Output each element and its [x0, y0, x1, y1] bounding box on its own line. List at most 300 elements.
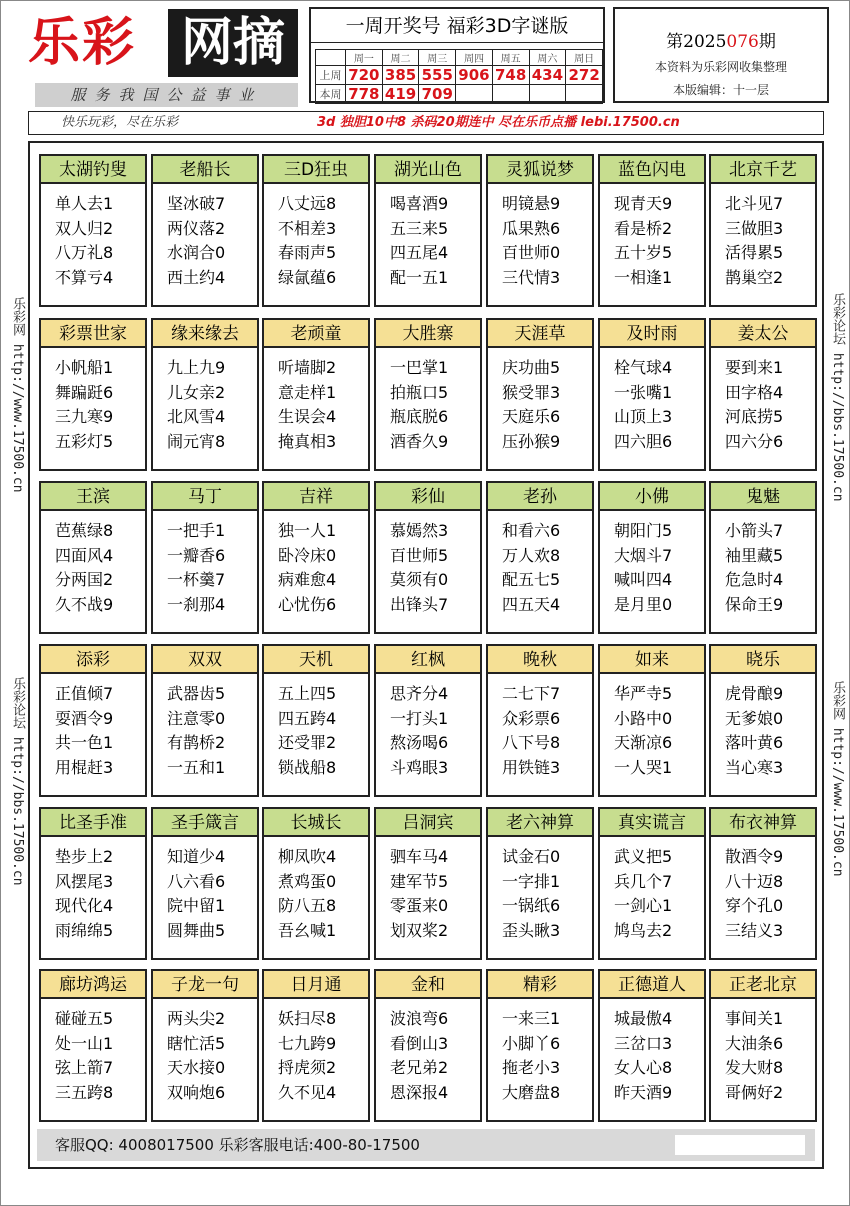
card-title: 如来 — [600, 646, 704, 674]
riddle-card — [598, 969, 706, 1122]
riddle-card — [709, 807, 817, 960]
card-title: 真实谎言 — [600, 809, 704, 837]
draw-number: 419 — [382, 85, 419, 104]
riddle-line: 老兄弟2 — [390, 1058, 449, 1077]
card-title: 日月通 — [264, 971, 368, 999]
riddle-line: 一张嘴1 — [614, 382, 673, 402]
riddle-line: 一打头1 — [390, 708, 449, 728]
card-title: 鬼魅 — [711, 483, 815, 511]
card-title: 湖光山色 — [376, 156, 480, 184]
riddle-line: 恩深报4 — [390, 1082, 449, 1102]
riddle-line: 大油条6 — [725, 1033, 784, 1053]
riddle-line: 瞎忙活5 — [167, 1033, 226, 1053]
riddle-line: 共一色1 — [55, 733, 114, 752]
card-title: 彩仙 — [376, 483, 480, 511]
riddle-line: 四五跨4 — [278, 708, 337, 728]
riddle-line: 斗鸡眼3 — [390, 757, 449, 777]
riddle-line: 煮鸡蛋0 — [278, 871, 337, 891]
riddle-line: 三代情3 — [502, 267, 561, 287]
tagline-promo-link[interactable]: 3d 独胆10中8 杀码20期连中 尽在乐币点播 lebi.17500.cn — [317, 115, 680, 130]
riddle-line: 栓气球4 — [614, 358, 673, 377]
riddle-line: 坚冰破7 — [167, 194, 226, 213]
riddle-line: 四面风4 — [55, 545, 114, 565]
riddle-line: 虎骨酿9 — [725, 684, 784, 703]
card-title: 三D狂虫 — [264, 156, 368, 184]
logo-net: 网摘 — [168, 9, 298, 77]
riddle-card — [39, 154, 147, 307]
riddle-line: 大烟斗7 — [614, 545, 673, 565]
riddle-line: 妖扫尽8 — [278, 1009, 337, 1028]
riddle-line: 兵几个7 — [614, 871, 673, 891]
card-title: 精彩 — [488, 971, 592, 999]
riddle-line: 用棍赶3 — [55, 757, 114, 777]
riddle-line: 万人欢8 — [502, 545, 561, 565]
info-editor: 本版编辑：十一层 — [672, 83, 769, 97]
day-header: 周三 — [419, 50, 456, 66]
card-lines — [488, 184, 592, 290]
riddle-line: 三做胆3 — [725, 218, 784, 238]
card-title: 王滨 — [41, 483, 145, 511]
riddle-line: 女人心8 — [614, 1058, 673, 1077]
card-title: 比圣手准 — [41, 809, 145, 837]
riddle-card — [151, 154, 259, 307]
riddle-line: 不相差3 — [278, 218, 337, 238]
riddle-card — [151, 807, 259, 960]
riddle-line: 鹊巢空2 — [725, 267, 784, 287]
riddle-line: 小帆船1 — [55, 358, 114, 377]
card-lines — [600, 184, 704, 290]
riddle-card — [374, 154, 482, 307]
riddle-line: 芭蕉绿8 — [55, 521, 114, 540]
card-title: 吕洞宾 — [376, 809, 480, 837]
riddle-line: 两头尖2 — [167, 1009, 226, 1028]
riddle-card — [39, 807, 147, 960]
riddle-line: 喝喜酒9 — [390, 194, 449, 213]
side-text-right-top: 乐彩论坛 http://bbs.17500.cn — [830, 293, 845, 502]
card-lines — [488, 999, 592, 1105]
weekly-draw-box — [309, 7, 605, 103]
riddle-line: 出锋头7 — [390, 594, 449, 614]
riddle-line: 雨绵绵5 — [55, 920, 114, 940]
card-title: 长城长 — [264, 809, 368, 837]
riddle-line: 三九寒9 — [55, 407, 114, 426]
card-title: 晓乐 — [711, 646, 815, 674]
footer-bar — [37, 1129, 815, 1161]
riddle-line: 北斗见7 — [725, 194, 784, 213]
card-lines — [264, 674, 368, 780]
card-title: 双双 — [153, 646, 257, 674]
riddle-line: 四六分6 — [725, 431, 784, 451]
riddle-card — [39, 318, 147, 471]
riddle-line: 一剑心1 — [614, 896, 673, 915]
card-lines — [153, 999, 257, 1105]
draw-number — [456, 85, 493, 104]
riddle-line: 城最傲4 — [614, 1009, 673, 1028]
riddle-line: 穿个孔0 — [725, 896, 784, 915]
riddle-line: 一五和1 — [167, 757, 226, 777]
card-lines — [41, 511, 145, 617]
riddle-line: 五十岁5 — [614, 243, 673, 262]
card-lines — [41, 674, 145, 780]
riddle-line: 有鹊桥2 — [167, 733, 226, 752]
draw-number: 778 — [346, 85, 383, 104]
card-title: 布衣神算 — [711, 809, 815, 837]
riddle-line: 五三来5 — [390, 218, 449, 238]
riddle-card — [262, 807, 370, 960]
card-lines — [711, 511, 815, 617]
card-lines — [153, 511, 257, 617]
side-text-right-bottom: 乐彩网 http://www.17500.cn — [830, 681, 845, 877]
riddle-line: 一杯羹7 — [167, 570, 226, 589]
riddle-line: 四六胆6 — [614, 431, 673, 451]
riddle-line: 碰碰五5 — [55, 1009, 114, 1028]
riddle-line: 意走样1 — [278, 382, 337, 402]
card-title: 灵狐说梦 — [488, 156, 592, 184]
footer-blank-box — [675, 1135, 805, 1155]
card-title: 太湖钓叟 — [41, 156, 145, 184]
side-text-left-top: 乐彩网 http://www.17500.cn — [10, 297, 25, 493]
riddle-line: 还受罪2 — [278, 733, 337, 752]
riddle-line: 一刹那4 — [167, 594, 226, 614]
riddle-line: 酒香久9 — [390, 431, 449, 451]
riddle-line: 一来三1 — [502, 1009, 561, 1028]
riddle-card — [598, 481, 706, 634]
card-lines — [376, 999, 480, 1105]
riddle-line: 柳凤吹4 — [278, 847, 337, 866]
riddle-line: 两仪落2 — [167, 218, 226, 238]
riddle-line: 朝阳门5 — [614, 521, 673, 540]
card-lines — [41, 837, 145, 943]
card-lines — [376, 348, 480, 454]
riddle-card — [486, 969, 594, 1122]
card-title: 正德道人 — [600, 971, 704, 999]
card-title: 晚秋 — [488, 646, 592, 674]
riddle-line: 划双桨2 — [390, 920, 449, 940]
riddle-line: 八丈远8 — [278, 194, 337, 213]
riddle-card — [598, 318, 706, 471]
riddle-card — [374, 644, 482, 797]
card-lines — [264, 348, 368, 454]
riddle-line: 一相逢1 — [614, 267, 673, 287]
riddle-line: 波浪弯6 — [390, 1009, 449, 1028]
card-title: 吉祥 — [264, 483, 368, 511]
riddle-card — [262, 969, 370, 1122]
card-title: 彩票世家 — [41, 320, 145, 348]
riddle-card — [374, 807, 482, 960]
riddle-line: 落叶黄6 — [725, 733, 784, 752]
riddle-line: 天水接0 — [167, 1058, 226, 1077]
card-lines — [153, 674, 257, 780]
riddle-line: 拖老小3 — [502, 1058, 561, 1077]
card-lines — [376, 837, 480, 943]
tagline-left: 快乐玩彩，尽在乐彩 — [61, 115, 179, 130]
riddle-line: 小箭头7 — [725, 521, 784, 540]
riddle-line: 听墙脚2 — [278, 358, 337, 377]
card-title: 金和 — [376, 971, 480, 999]
draw-number: 555 — [419, 66, 456, 85]
riddle-line: 当心寒3 — [725, 757, 784, 777]
riddle-line: 危急时4 — [725, 570, 784, 589]
riddle-line: 百世师5 — [390, 545, 449, 565]
card-lines — [41, 999, 145, 1105]
riddle-card — [709, 969, 817, 1122]
riddle-grid — [28, 141, 824, 1169]
card-title: 廊坊鸿运 — [41, 971, 145, 999]
card-lines — [488, 348, 592, 454]
draw-number: 906 — [456, 66, 493, 85]
draw-number: 434 — [529, 66, 566, 85]
riddle-line: 要到来1 — [725, 358, 784, 377]
riddle-card — [598, 154, 706, 307]
draw-title: 一周开奖号 福彩3D字谜版 — [311, 9, 603, 43]
card-title: 子龙一句 — [153, 971, 257, 999]
last-week-label: 上周 — [316, 66, 346, 85]
riddle-line: 四五天4 — [502, 594, 561, 614]
card-title: 老六神算 — [488, 809, 592, 837]
riddle-line: 慕嫣然3 — [390, 521, 449, 540]
riddle-card — [39, 481, 147, 634]
riddle-line: 八万礼8 — [55, 243, 114, 262]
riddle-line: 九上九9 — [167, 358, 226, 377]
riddle-line: 病难愈4 — [278, 570, 337, 589]
card-title: 老孙 — [488, 483, 592, 511]
riddle-line: 圆舞曲5 — [167, 920, 226, 940]
riddle-card — [262, 154, 370, 307]
logo-brand: 乐彩 — [28, 13, 137, 73]
riddle-card — [486, 644, 594, 797]
riddle-line: 现青天9 — [614, 194, 673, 213]
riddle-line: 看倒山3 — [390, 1033, 449, 1053]
riddle-card — [262, 644, 370, 797]
draw-number — [566, 85, 603, 104]
riddle-line: 压孙猴9 — [502, 431, 561, 451]
riddle-line: 庆功曲5 — [502, 358, 561, 377]
card-lines — [264, 999, 368, 1105]
riddle-line: 鸠鸟去2 — [614, 920, 673, 940]
info-source: 本资料为乐彩网收集整理 — [654, 60, 787, 74]
draw-number: 748 — [492, 66, 529, 85]
card-lines — [488, 511, 592, 617]
riddle-line: 众彩票6 — [502, 708, 561, 728]
riddle-line: 捋虎须2 — [278, 1058, 337, 1077]
card-lines — [41, 184, 145, 290]
card-lines — [264, 511, 368, 617]
riddle-line: 五彩灯5 — [55, 431, 114, 451]
riddle-line: 弦上箭7 — [55, 1058, 114, 1077]
card-title: 正老北京 — [711, 971, 815, 999]
draw-number: 709 — [419, 85, 456, 104]
riddle-line: 看是桥2 — [614, 218, 673, 238]
riddle-line: 大磨盘8 — [502, 1082, 561, 1102]
card-lines — [153, 837, 257, 943]
day-header: 周六 — [529, 50, 566, 66]
riddle-card — [598, 807, 706, 960]
riddle-line: 配一五1 — [390, 267, 449, 287]
riddle-line: 试金石0 — [502, 847, 561, 866]
riddle-line: 昨天酒9 — [614, 1082, 673, 1102]
riddle-line: 建军节5 — [390, 871, 449, 891]
riddle-card — [709, 644, 817, 797]
riddle-line: 八下号8 — [502, 733, 561, 752]
riddle-card — [374, 318, 482, 471]
riddle-line: 二七下7 — [502, 684, 561, 703]
riddle-line: 拍瓶口5 — [390, 382, 449, 402]
riddle-line: 垫步上2 — [55, 847, 114, 866]
logo — [28, 7, 298, 105]
riddle-card — [486, 154, 594, 307]
riddle-line: 独一人1 — [278, 521, 337, 540]
riddle-line: 双响炮6 — [167, 1082, 226, 1102]
riddle-line: 卧冷床0 — [278, 545, 337, 565]
riddle-line: 武义把5 — [614, 847, 673, 866]
riddle-card — [262, 318, 370, 471]
riddle-line: 明镜悬9 — [502, 194, 561, 213]
riddle-line: 是月里0 — [614, 594, 673, 614]
riddle-line: 儿女亲2 — [167, 382, 226, 402]
side-text-left-bottom: 乐彩论坛 http://bbs.17500.cn — [10, 677, 25, 886]
draw-number — [492, 85, 529, 104]
card-title: 红枫 — [376, 646, 480, 674]
riddle-line: 零蛋来0 — [390, 896, 449, 915]
riddle-line: 无爹娘0 — [725, 708, 784, 728]
riddle-line: 活得累5 — [725, 243, 784, 262]
card-title: 大胜寨 — [376, 320, 480, 348]
draw-number: 272 — [566, 66, 603, 85]
card-title: 天涯草 — [488, 320, 592, 348]
draw-number: 720 — [346, 66, 383, 85]
riddle-line: 用铁链3 — [502, 757, 561, 777]
riddle-line: 保命王9 — [725, 594, 784, 614]
card-lines — [600, 999, 704, 1105]
riddle-card — [374, 969, 482, 1122]
riddle-card — [709, 318, 817, 471]
riddle-line: 思齐分4 — [390, 684, 449, 703]
riddle-line: 三五跨8 — [55, 1082, 114, 1102]
card-lines — [600, 511, 704, 617]
draw-number — [529, 85, 566, 104]
riddle-line: 知道少4 — [167, 847, 226, 866]
draw-table — [315, 49, 603, 104]
riddle-line: 猴受罪3 — [502, 382, 561, 402]
card-title: 蓝色闪电 — [600, 156, 704, 184]
riddle-line: 一锅纸6 — [502, 896, 561, 915]
riddle-line: 田字格4 — [725, 382, 784, 402]
riddle-line: 锁战船8 — [278, 757, 337, 777]
card-lines — [711, 348, 815, 454]
riddle-line: 发大财8 — [725, 1058, 784, 1077]
customer-service-text: 客服QQ: 4008017500 乐彩客服电话:400-80-17500 — [55, 1136, 420, 1154]
riddle-line: 注意零0 — [167, 708, 226, 728]
riddle-line: 散酒令9 — [725, 847, 784, 866]
riddle-line: 吾幺喊1 — [278, 920, 337, 940]
riddle-line: 山顶上3 — [614, 407, 673, 426]
riddle-card — [39, 644, 147, 797]
riddle-line: 七九跨9 — [278, 1033, 337, 1053]
card-lines — [488, 674, 592, 780]
riddle-card — [39, 969, 147, 1122]
riddle-line: 四五尾4 — [390, 243, 449, 262]
riddle-line: 驷车马4 — [390, 847, 449, 866]
card-lines — [711, 184, 815, 290]
day-header: 周一 — [346, 50, 383, 66]
riddle-card — [709, 154, 817, 307]
riddle-card — [598, 644, 706, 797]
riddle-line: 久不见4 — [278, 1082, 337, 1102]
card-lines — [711, 837, 815, 943]
riddle-card — [486, 807, 594, 960]
tagline-bar — [28, 111, 824, 135]
riddle-card — [151, 481, 259, 634]
card-lines — [711, 999, 815, 1105]
riddle-line: 掩真相3 — [278, 431, 337, 451]
riddle-card — [151, 644, 259, 797]
card-title: 马丁 — [153, 483, 257, 511]
riddle-line: 水润合0 — [167, 243, 226, 262]
riddle-line: 武器齿5 — [167, 684, 226, 703]
card-lines — [264, 184, 368, 290]
card-title: 小佛 — [600, 483, 704, 511]
card-lines — [41, 348, 145, 454]
riddle-line: 华严寺5 — [614, 684, 673, 703]
riddle-card — [709, 481, 817, 634]
riddle-line: 熬汤喝6 — [390, 733, 449, 752]
card-lines — [153, 348, 257, 454]
card-lines — [600, 837, 704, 943]
riddle-line: 配五七5 — [502, 570, 561, 589]
riddle-line: 八十迈8 — [725, 871, 784, 891]
riddle-line: 五上四5 — [278, 684, 337, 703]
card-lines — [711, 674, 815, 780]
day-header: 周四 — [456, 50, 493, 66]
riddle-line: 分两国2 — [55, 570, 114, 589]
card-title: 老船长 — [153, 156, 257, 184]
card-lines — [376, 184, 480, 290]
riddle-line: 正值倾7 — [55, 684, 114, 703]
riddle-card — [151, 969, 259, 1122]
riddle-card — [486, 318, 594, 471]
card-title: 缘来缘去 — [153, 320, 257, 348]
riddle-line: 哥俩好2 — [725, 1082, 784, 1102]
card-title: 北京千艺 — [711, 156, 815, 184]
riddle-line: 西土约4 — [167, 267, 226, 287]
card-lines — [600, 674, 704, 780]
riddle-line: 一把手1 — [167, 521, 226, 540]
card-title: 及时雨 — [600, 320, 704, 348]
riddle-line: 河底捞5 — [725, 407, 784, 426]
card-title: 老顽童 — [264, 320, 368, 348]
riddle-line: 百世师0 — [502, 243, 561, 262]
day-header: 周五 — [492, 50, 529, 66]
card-lines — [376, 511, 480, 617]
riddle-line: 八六看6 — [167, 871, 226, 891]
riddle-line: 双人归2 — [55, 218, 114, 238]
riddle-line: 小脚丫6 — [502, 1033, 561, 1053]
card-title: 圣手箴言 — [153, 809, 257, 837]
card-lines — [376, 674, 480, 780]
riddle-card — [262, 481, 370, 634]
riddle-line: 瓶底脱6 — [390, 407, 449, 426]
riddle-line: 生误会4 — [278, 407, 337, 426]
riddle-card — [374, 481, 482, 634]
riddle-line: 一瓣香6 — [167, 545, 226, 565]
riddle-line: 不算亏4 — [55, 267, 114, 287]
riddle-line: 喊叫四4 — [614, 570, 673, 589]
riddle-line: 北风雪4 — [167, 407, 226, 426]
logo-slogan: 服务我国公益事业 — [35, 83, 298, 107]
riddle-line: 心忧伤6 — [278, 594, 337, 614]
riddle-line: 防八五8 — [278, 896, 337, 915]
riddle-line: 袖里藏5 — [725, 545, 784, 565]
